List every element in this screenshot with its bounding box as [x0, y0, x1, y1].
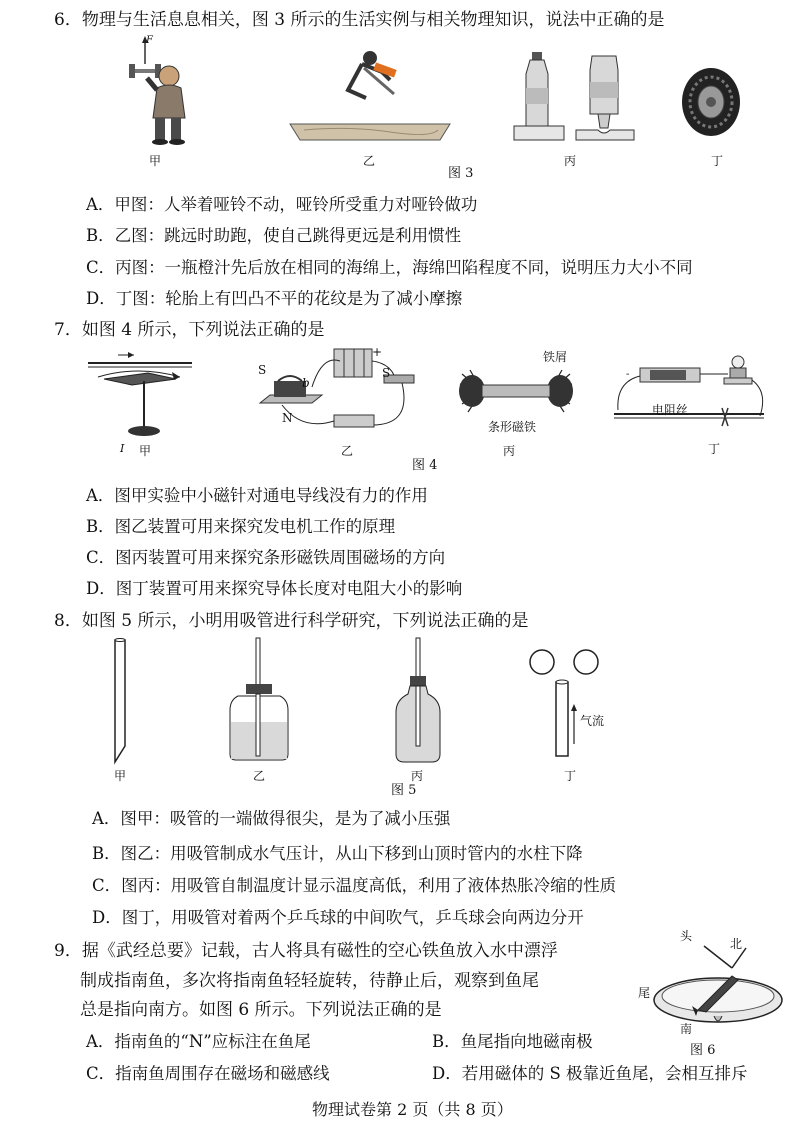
q8-option-a: A．图甲：吸管的一端做得很尖，是为了减小压强	[92, 809, 451, 828]
fig6-caption: 图 6	[690, 1043, 716, 1058]
tire-illustration	[680, 66, 742, 138]
compass-north-label: 北	[730, 937, 743, 951]
fig3-label-jia: 甲	[149, 154, 162, 168]
fig5-label-jia: 甲	[114, 769, 127, 783]
fig4-resistance-wire-label: 电阻丝	[652, 403, 689, 417]
q8-option-c: C．图丙：用吸管自制温度计显示温度高低，利用了液体热胀冷缩的性质	[92, 876, 617, 895]
weightlifter-illustration	[125, 36, 195, 148]
south-pointing-fish-illustration	[648, 940, 782, 1028]
q7-stem: 7．如图 4 所示，下列说法正确的是	[54, 320, 325, 340]
q7-option-d: D．图丁装置可用来探究导体长度对电阻大小的影响	[86, 579, 463, 598]
fig4-caption: 图 4	[412, 458, 438, 473]
q7-option-c: C．图丙装置可用来探究条形磁铁周围磁场的方向	[86, 548, 446, 567]
q6-stem: 6．物理与生活息息相关，图 3 所示的生活实例与相关物理知识，说法中正确的是	[54, 10, 665, 30]
q9-stem-line-2: 制成指南鱼，多次将指南鱼轻轻旋转，待静止后，观察到鱼尾	[80, 971, 539, 991]
q6-option-b: B．乙图：跳远时助跑，使自己跳得更远是利用惯性	[86, 226, 462, 245]
fig4-s-top: S	[258, 363, 267, 377]
q9-option-b: B．鱼尾指向地磁南极	[432, 1032, 593, 1051]
q8-option-b: B．图乙：用吸管制成水气压计，从山下移到山顶时管内的水柱下降	[92, 844, 583, 863]
fig5-label-yi: 乙	[253, 769, 266, 783]
compass-head-label: 头	[680, 929, 693, 943]
fig4-current-label: I	[120, 442, 125, 455]
force-label: F	[146, 35, 153, 46]
pingpong-airflow-illustration	[526, 648, 626, 760]
q6-option-d: D．丁图：轮胎上有凹凸不平的花纹是为了减小摩擦	[86, 289, 463, 308]
fig4-b-label: b	[302, 376, 310, 390]
q9-option-d: D．若用磁体的 S 极靠近鱼尾，会相互排斥	[432, 1064, 748, 1083]
airflow-label: 气流	[580, 714, 605, 728]
bottles-on-sponge-illustration	[512, 52, 638, 142]
fig4-label-jia: 甲	[139, 444, 152, 458]
q9-option-a: A．指南鱼的“N”应标注在鱼尾	[86, 1032, 311, 1051]
q8-stem: 8．如图 5 所示，小明用吸管进行科学研究，下列说法正确的是	[54, 611, 529, 631]
fig3-caption: 图 3	[448, 166, 474, 181]
compass-south-label: 南	[680, 1022, 693, 1036]
water-barometer-illustration	[228, 638, 290, 762]
q7-option-a: A．图甲实验中小磁针对通电导线没有力的作用	[86, 486, 428, 505]
fig4-label-ding: 丁	[708, 442, 721, 456]
fig4-plus: +	[372, 345, 383, 359]
fig4-minus-sign: -	[626, 369, 630, 380]
resistance-wire-circuit-illustration	[610, 352, 770, 434]
straw-sharp-end-illustration	[112, 638, 130, 764]
fig4-label-yi: 乙	[341, 444, 354, 458]
page-footer: 物理试卷第 2 页（共 8 页）	[312, 1100, 513, 1119]
q9-stem-line-1: 9．据《武经总要》记载，古人将具有磁性的空心铁鱼放入水中漂浮	[54, 941, 558, 961]
fig5-label-bing: 丙	[411, 769, 424, 783]
q8-option-d: D．图丁，用吸管对着两个乒乓球的中间吹气，乒乓球会向两边分开	[92, 908, 584, 927]
fig4-label-bing: 丙	[503, 444, 516, 458]
q6-option-c: C．丙图：一瓶橙汁先后放在相同的海绵上，海绵凹陷程度不同，说明压力大小不同	[86, 258, 693, 277]
compass-tail-label: 尾	[638, 986, 651, 1000]
fig4-s-right: S	[382, 366, 391, 380]
long-jump-illustration	[290, 46, 450, 144]
q6-option-a: A．甲图：人举着哑铃不动，哑铃所受重力对哑铃做功	[86, 195, 478, 214]
iron-filings-label: 铁屑	[543, 350, 568, 364]
oersted-experiment-illustration	[88, 345, 192, 439]
fig4-n-label: N	[282, 411, 293, 425]
bar-magnet-label: 条形磁铁	[488, 420, 537, 434]
bar-magnet-filings-illustration	[458, 368, 574, 414]
q9-stem-line-3: 总是指向南方。如图 6 所示。下列说法正确的是	[80, 1000, 442, 1020]
fig3-label-bing: 丙	[564, 154, 577, 168]
q7-option-b: B．图乙装置可用来探究发电机工作的原理	[86, 517, 396, 536]
fig3-label-ding: 丁	[711, 154, 724, 168]
q9-option-c: C．指南鱼周围存在磁场和磁感线	[86, 1064, 330, 1083]
fig3-label-yi: 乙	[363, 154, 376, 168]
fig5-caption: 图 5	[391, 783, 417, 798]
fig5-label-ding: 丁	[564, 769, 577, 783]
electromagnetic-setup-illustration	[252, 345, 422, 437]
bottle-thermometer-illustration	[394, 638, 442, 764]
